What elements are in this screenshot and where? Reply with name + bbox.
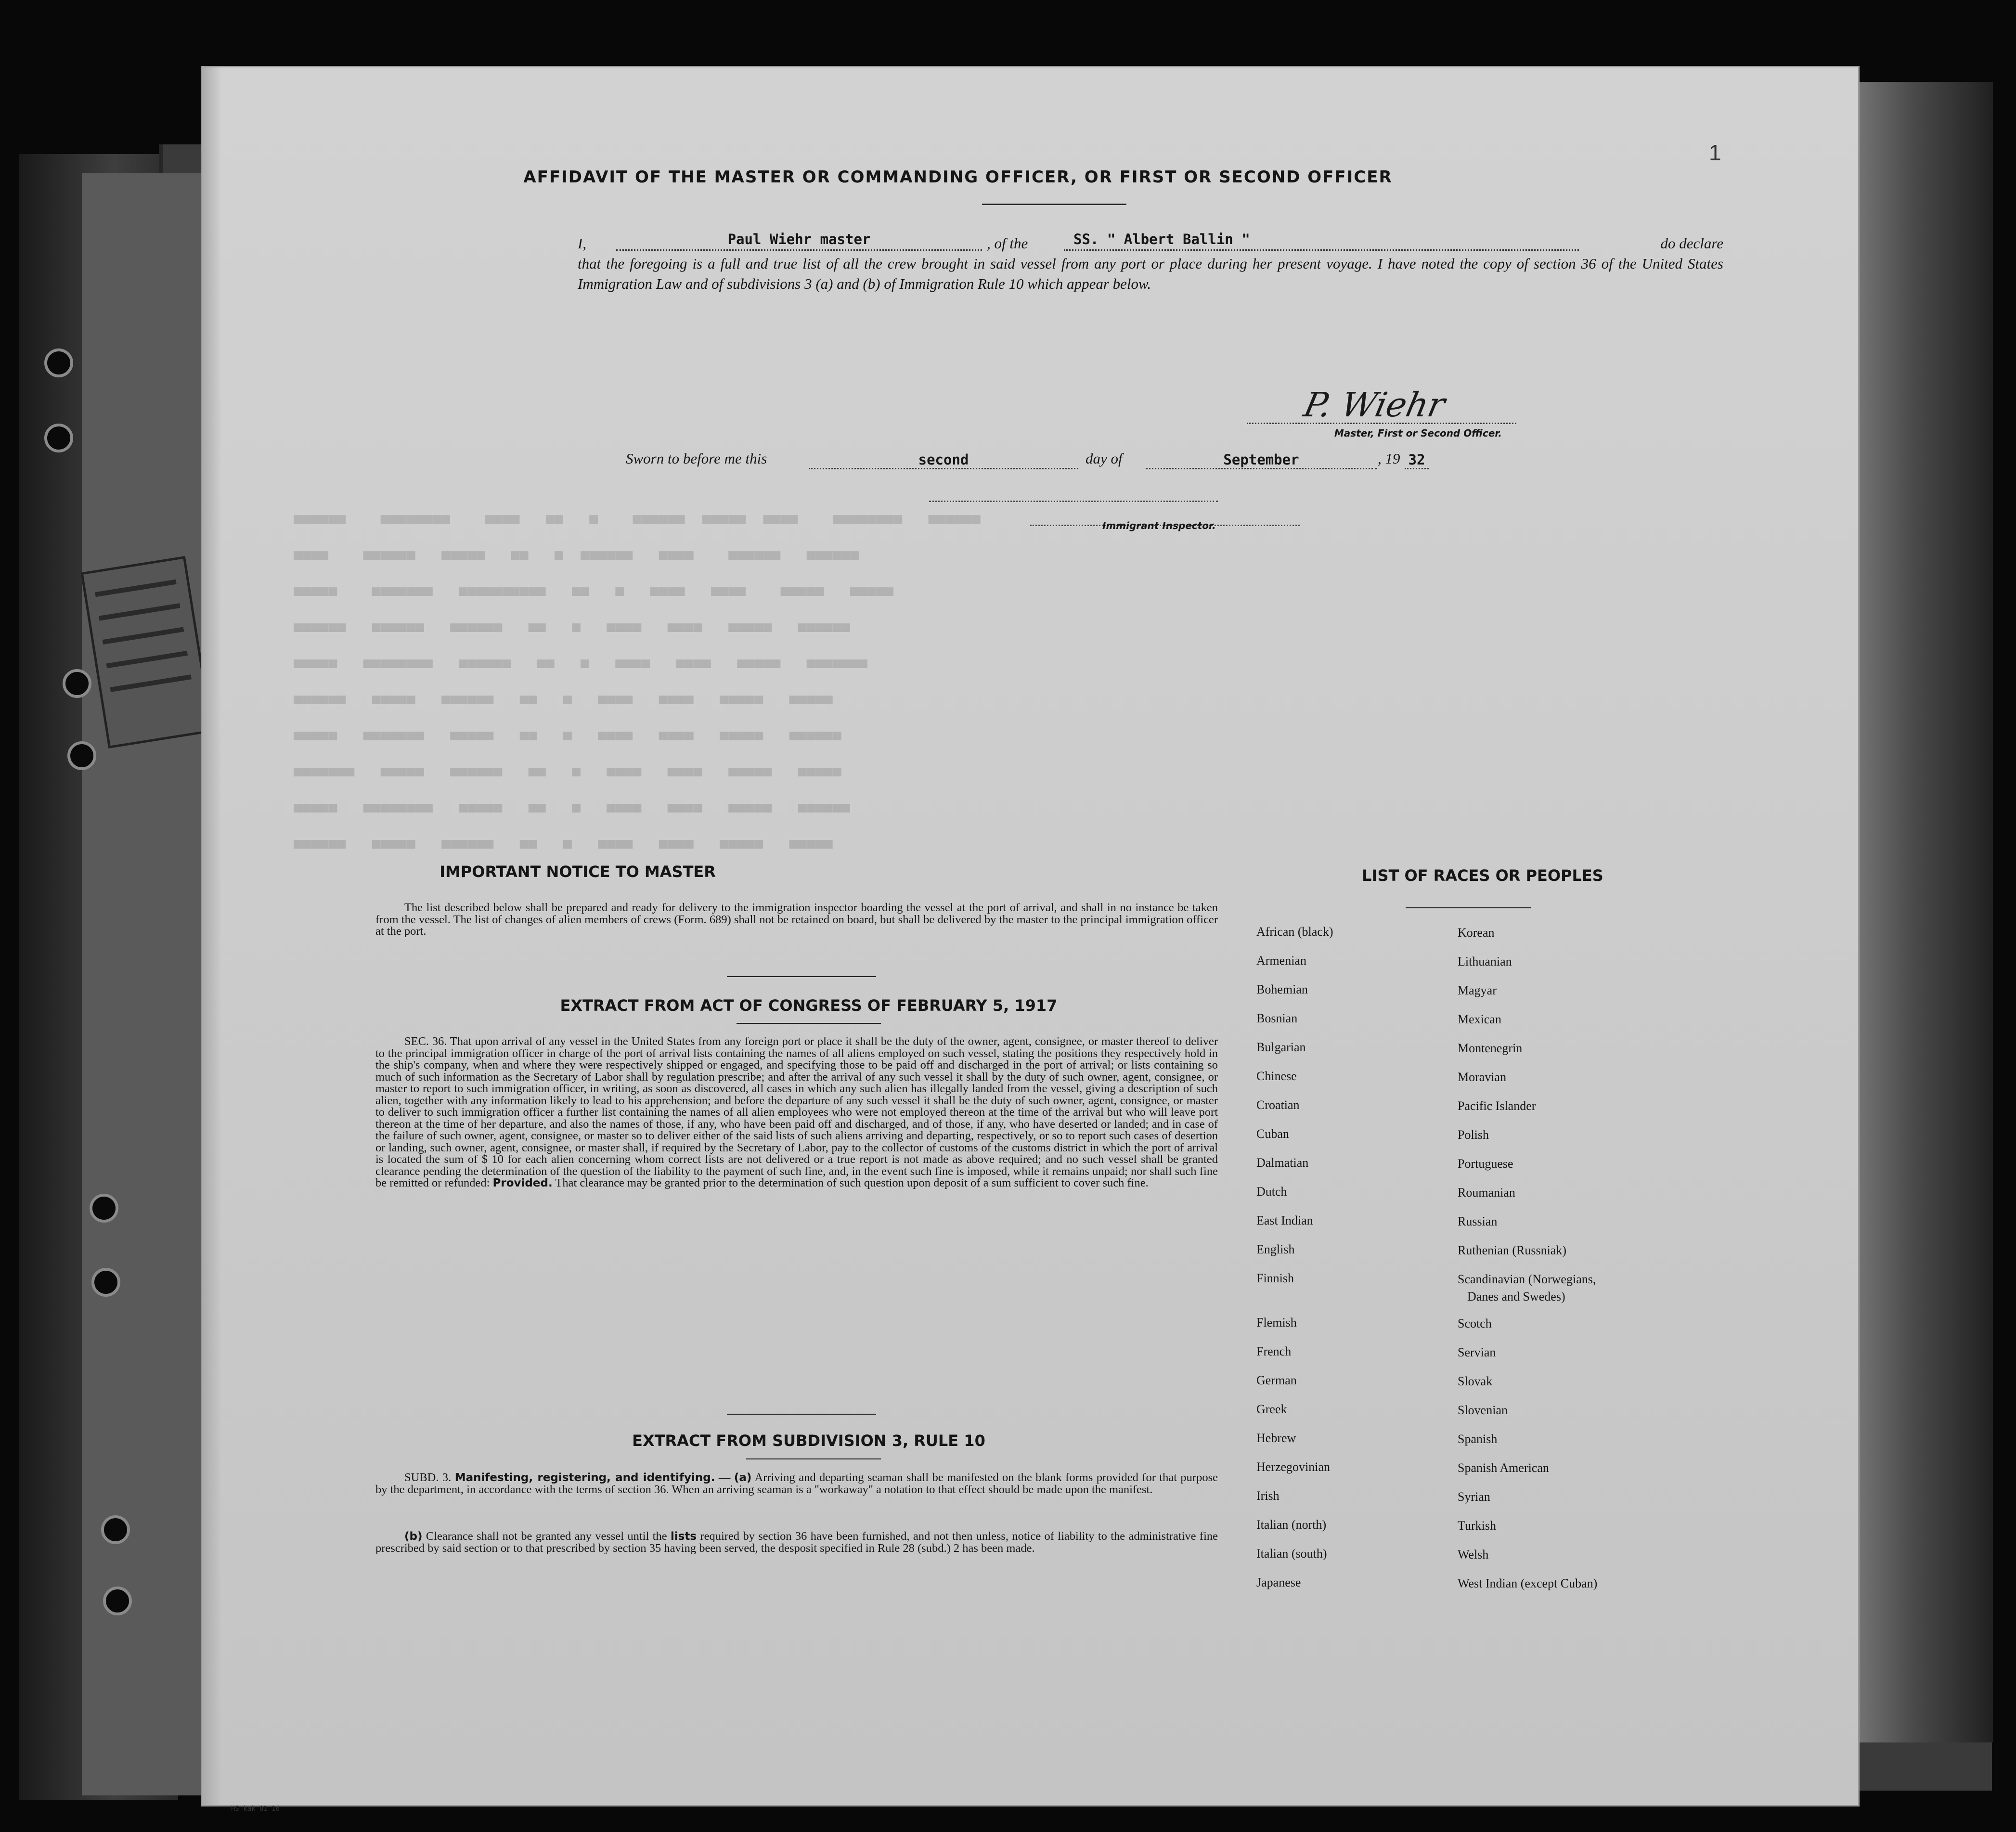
- race-item: Roumanian: [1458, 1186, 1515, 1200]
- printer-mark: HS kak 81 1d: [231, 1805, 280, 1813]
- punch-hole: [63, 669, 91, 698]
- race-item: Spanish American: [1458, 1461, 1549, 1475]
- affidavit-title: AFFIDAVIT OF THE MASTER OR COMMANDING OFFICER, OR FIRST OR SECOND OFFICER: [523, 168, 1393, 187]
- race-item: Chinese: [1256, 1069, 1297, 1083]
- punch-hole: [44, 348, 73, 377]
- affidavit-statement: [578, 233, 1723, 294]
- race-item: West Indian (except Cuban): [1458, 1576, 1598, 1590]
- race-item: Russian: [1458, 1214, 1498, 1228]
- rule-title-rule: [746, 1458, 881, 1459]
- race-item: Syrian: [1458, 1490, 1490, 1504]
- race-item: Korean: [1458, 926, 1495, 940]
- affidavit-body: that the foregoing is a full and true list of all the crew brought in said vessel from any port or place during her present voyage. I have noted the copy of section 36 of the United States Immigration Law and of subdivisions 3 (a) and (b) of Immigration Rule 10 which appear below.: [578, 255, 1723, 292]
- race-item: Polish: [1458, 1128, 1489, 1142]
- race-item: African (black): [1256, 925, 1333, 939]
- punch-hole: [44, 424, 73, 452]
- affidavit-page: [202, 67, 1858, 1813]
- race-item: Cuban: [1256, 1127, 1289, 1141]
- rule-subd-3-text: SUBD. 3. Manifesting, registering, and identifying. — (a) Arriving and departing seaman shall be manifested on the blank forms provided for that purpose by the department, in accordance with the terms of section 36. When an arriving seaman is a "workaway" a notation to that effect should be made upon the manifest.: [375, 1471, 1218, 1496]
- race-item: Croatian: [1256, 1098, 1300, 1112]
- race-item: Herzegovinian: [1256, 1460, 1331, 1474]
- race-item: Montenegrin: [1458, 1041, 1523, 1055]
- race-item: Hebrew: [1256, 1431, 1296, 1445]
- race-item: Slovak: [1458, 1374, 1493, 1388]
- race-item: Servian: [1458, 1345, 1496, 1359]
- year-prefix: , 19: [1378, 450, 1400, 467]
- races-rule: [1406, 907, 1531, 908]
- race-item: Japanese: [1256, 1575, 1301, 1589]
- punch-hole: [103, 1587, 132, 1615]
- punch-hole: [67, 741, 96, 770]
- affidavit-lead: I,: [578, 235, 587, 252]
- notice-text: The list described below shall be prepared and ready for delivery to the immigration inspector boarding the vessel at the port of arrival, and shall in no instance be taken from the vessel. The list of changes of alien members of crews (Form. 689) shall not be retained on board, but shall be delivered by the master to the principal immigration officer at the port.: [375, 901, 1218, 938]
- day-of-text: day of: [1086, 450, 1123, 467]
- race-item: Moravian: [1458, 1070, 1507, 1084]
- race-item: Armenian: [1256, 954, 1306, 968]
- race-item: Ruthenian (Russniak): [1458, 1243, 1567, 1257]
- race-item: Pacific Islander: [1458, 1099, 1536, 1113]
- race-item: Welsh: [1458, 1548, 1489, 1561]
- race-item: Danes and Swedes): [1467, 1290, 1565, 1303]
- notice-rule: [727, 976, 876, 977]
- race-item: Portuguese: [1458, 1157, 1513, 1171]
- punch-hole: [91, 1268, 120, 1297]
- race-item: East Indian: [1256, 1213, 1313, 1227]
- rule-heading: Manifesting, registering, and identifying.: [454, 1471, 715, 1484]
- race-item: Mexican: [1458, 1012, 1501, 1026]
- left-page-stub: [82, 173, 202, 1795]
- vessel-name-field: SS. " Albert Ballin ": [1064, 229, 1579, 251]
- race-item: Dutch: [1256, 1185, 1287, 1199]
- notice-title: IMPORTANT NOTICE TO MASTER: [439, 863, 716, 881]
- races-title: LIST OF RACES OR PEOPLES: [1362, 866, 1603, 885]
- rule-top-rule: [727, 1414, 876, 1415]
- of-the-text: , of the: [987, 235, 1028, 252]
- right-page-edges: [1848, 82, 1993, 1742]
- race-item: Slovenian: [1458, 1403, 1508, 1417]
- corner-page-mark: 1: [1709, 140, 1721, 165]
- sworn-month-field: September: [1146, 452, 1377, 469]
- bleed-through-ledger: ■■■■■■ ■■■■■■■■ ■■■■ ■■ ■ ■■■■■■ ■■■■■ ■■■■ ■■■■■■■■ ■■■■■■ ■■■■ ■■■■■■ ■■■■■ ■■ ■ ■■■■■■ ■■■■ ■■■■■■ ■■■■■■ ■■■■■ ■■■■■■■ ■■■■■■■■■■ ■■ ■ ■■■■ ■■■■ ■■■■■ ■■■■■ ■■■■■■ ■■■■■■ ■■■■■■ ■■ ■ ■■■■ ■■■■ ■■■■■ ■■■■■■ ■■■■■ ■■■■■■■■ ■■■■■■ ■■ ■ ■■■■ ■■■■ ■■■■■ ■■■■■■■ ■■■■■■ ■■■■■ ■■■■■■ ■■ ■ ■■■■ ■■■■ ■■■■■ ■■■■■ ■■■■■ ■■■■■■■ ■■■■■ ■■ ■ ■■■■ ■■■■ ■■■■■ ■■■■■■ ■■■■■■■ ■■■■■ ■■■■■■ ■■ ■ ■■■■ ■■■■ ■■■■■ ■■■■■ ■■■■■ ■■■■■■■■ ■■■■■ ■■ ■ ■■■■ ■■■■ ■■■■■ ■■■■■■ ■■■■■■ ■■■■■ ■■■■■■ ■■ ■ ■■■■ ■■■■ ■■■■■ ■■■■■: [294, 510, 981, 852]
- race-item: German: [1256, 1373, 1297, 1387]
- race-item: Scotch: [1458, 1316, 1492, 1330]
- master-signature: P. Wiehr: [1300, 385, 1449, 425]
- race-item: French: [1256, 1344, 1292, 1358]
- race-item: Magyar: [1458, 983, 1497, 997]
- race-item: English: [1256, 1242, 1295, 1256]
- race-item: Lithuanian: [1458, 955, 1512, 968]
- race-item: Bulgarian: [1256, 1040, 1306, 1054]
- race-item: Turkish: [1458, 1519, 1496, 1533]
- race-item: Irish: [1256, 1489, 1279, 1503]
- act-section-36-text: SEC. 36. That upon arrival of any vessel in the United States from any foreign port or place it shall be the duty of the owner, agent, consignee, or master thereof to deliver to the principal immigration officer in charge of the port of arrival lists containing the names of all aliens employed on such vessel, stating the positions they respectively hold in the ship's company, when and where they were respectively shipped or engaged, and specifying those to be paid off and discharged in the port of arrival; or lists containing so much of such information as the Secretary of Labor shall by regulation prescribe; and after the arrival of any such vessel it shall by the duty of such owner, agent, consignee, or master to report to such immigration officer, in writing, as soon as discovered, all cases in which any such alien has illegally landed from the vessel, giving a description of such alien, together with any information likely to lead to his apprehension; and before the departure of any such vessel it shall be the duty of such owner, agent, consignee, or master to deliver to such immigration officer a further list containing the names of all alien employees who were not employed thereon at the time of the arrival but who will leave port thereon at the time of her departure, and also the names of those, if any, who have been paid off and discharged, and of those, if any, who have deserted or landed; and in case of the failure of such owner, agent, consignee, or master so to deliver either of the said lists of such aliens arriving and departing, respectively, or so to report such cases of desertion or landing, such owner, agent, consignee, or master shall, if required by the Secretary of Labor, pay to the collector of customs of the customs district in which the port of arrival is located the sum of $ 10 for each alien concerning whom correct lists are not delivered or a true report is not made as above required; and no such vessel shall be granted clearance pending the determination of the question of the liability to the payment of such fine, and, in the event such fine is imposed, while it remains unpaid; nor shall such fine be remitted or refunded: Provided. That clearance may be granted prior to the determination of such question upon deposit of a sum sufficient to cover such fine.: [375, 1035, 1218, 1189]
- sworn-day-field: second: [809, 452, 1078, 469]
- sworn-prefix: Sworn to before me this: [626, 450, 767, 467]
- affidavit-first-line: [578, 233, 1723, 254]
- race-item: Italian (south): [1256, 1547, 1327, 1561]
- race-item: Bohemian: [1256, 982, 1308, 996]
- do-declare-text: do declare: [1660, 235, 1723, 252]
- race-item: Spanish: [1458, 1432, 1498, 1446]
- race-item: Dalmatian: [1256, 1156, 1309, 1170]
- act-rule: [737, 1023, 881, 1024]
- punch-hole: [90, 1194, 118, 1223]
- signature-caption: Master, First or Second Officer.: [1334, 427, 1502, 439]
- act-title: EXTRACT FROM ACT OF CONGRESS OF FEBRUARY 5, 1917: [560, 996, 1058, 1015]
- inspector-caption: Immigrant Inspector.: [1102, 520, 1216, 531]
- race-item: Scandinavian (Norwegians,: [1458, 1272, 1596, 1286]
- sworn-year-field: 32: [1405, 452, 1429, 469]
- provided-bold: Provided.: [492, 1177, 553, 1189]
- signature-line: [1247, 423, 1516, 424]
- race-item: Bosnian: [1256, 1011, 1298, 1025]
- race-item: Greek: [1256, 1402, 1287, 1416]
- race-item: Finnish: [1256, 1271, 1294, 1285]
- inspector-line-upper: [929, 501, 1218, 502]
- sworn-statement: [626, 450, 1589, 474]
- rule-subd-b-text: (b) Clearance shall not be granted any vessel until the lists required by section 36 have been furnished, and not then unless, notice of liability to the administrative fine prescribed by said section or to that prescribed by section 35 having been served, the desposit specified in Rule 28 (subd.) 2 has been made.: [375, 1530, 1218, 1555]
- title-rule: [982, 204, 1126, 205]
- rule-title: EXTRACT FROM SUBDIVISION 3, RULE 10: [632, 1432, 985, 1450]
- race-item: Flemish: [1256, 1316, 1297, 1329]
- race-item: Italian (north): [1256, 1518, 1327, 1532]
- punch-hole: [101, 1515, 130, 1544]
- master-name-field: Paul Wiehr master: [616, 229, 982, 251]
